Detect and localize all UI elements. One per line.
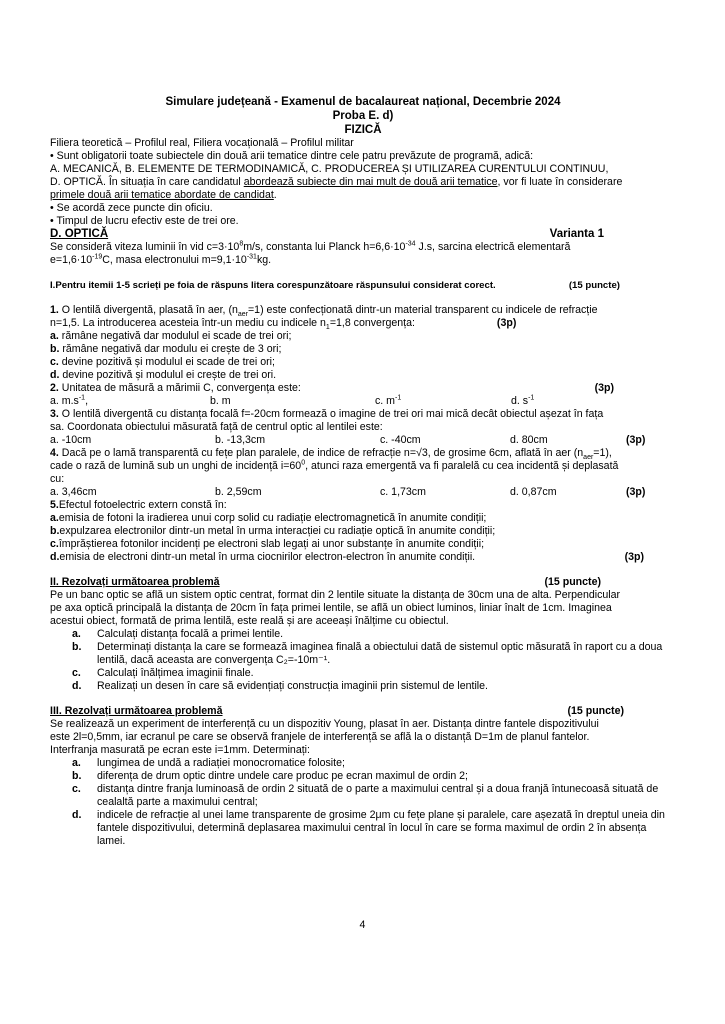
q5-option-c: c.împrăștierea fotonilor incidenți pe electroni slab legați ai unor substanțe în anumite condiții; xyxy=(50,538,485,550)
q4-points: (3p) xyxy=(626,486,646,498)
exam-subject: FIZICĂ xyxy=(344,124,382,136)
part3-title: III. Rezolvați următoarea problemă xyxy=(50,705,223,717)
q2-option-a: a. $m.s^{-1}$, xyxy=(50,394,89,407)
part3-items xyxy=(72,757,676,848)
constants-line-1: Se consideră viteza luminii în vid $c=3\cdot 10^8m/s$, constanta lui Planck $h=6,6\cdot 10^{-34}$ J.s, sarcina electrică elementară xyxy=(50,240,571,253)
filiera-line: Filiera teoretică – Profilul real, Filiera vocațională – Profilul militar xyxy=(50,137,354,149)
q2-option-b: b. m xyxy=(210,395,231,407)
exam-title: Simulare județeană - Examenul de bacalaureat național, Decembrie 2024 xyxy=(165,96,561,108)
q3-line-2: sa. Coordonata obiectului măsurată față de centrul optic al lentilei este: xyxy=(50,421,383,433)
exam-proba: Proba E. d) xyxy=(332,110,394,122)
q5-option-d-row: d.emisia de electroni dintr-un metal în urma ciocnirilor electron-electron în anumite condiții. (3p) xyxy=(50,551,644,563)
part2-points: (15 puncte) xyxy=(544,576,601,588)
q4-options xyxy=(50,486,676,499)
part3-item-c: c. distanța dintre franja luminoasă de ordin 2 situată de o parte a maximului central și a doua franjă întunecoasă situată de cealaltă parte a maximului central; xyxy=(72,783,659,808)
part3-item-a: a. lungimea de undă a radiației monocromatice folosite; xyxy=(72,757,345,769)
q5-stem: 5.Efectul fotoelectric extern constă în: xyxy=(50,499,227,511)
q2-option-d: d. $s^{-1}$ xyxy=(511,394,535,407)
q1-line-2: n=1,5. La introducerea acesteia într-un mediu cu indicele $n_1=1,8$ convergența: (3p) xyxy=(50,317,517,332)
q1-line-1: 1. O lentilă divergentă, plasată în aer, $(n_{aer}=1)$ este confecționată dintr-un material transparent cu indicele de refracție xyxy=(50,304,598,319)
part2-item-b: b. Determinați distanța la care se formează imaginea finală a obiectului dată de sistemul optic măsurată în raport cu a doua lentilă, dacă aceasta are convergența C₂=-10m⁻¹. xyxy=(72,641,663,666)
q3-option-b: b. -13,3cm xyxy=(215,434,266,446)
q2-option-c: c. $m^{-1}$ xyxy=(375,394,402,407)
part3-text-2: este 2l=0,5mm, iar ecranul pe care se observă franjele de interferență se află la o distanță D=1m de planul fantelor. xyxy=(50,731,590,743)
variant-label: Varianta 1 xyxy=(549,228,604,240)
constants-line-2: $e=1,6\cdot 10^{-19}C$, masa electronului $m=9,1\cdot 10^{-31}kg$. xyxy=(50,253,272,266)
part2-items xyxy=(72,628,676,693)
q1-option-a: a. rămâne negativă dar modulul ei scade de trei ori; xyxy=(50,330,292,342)
q3-option-a: a. -10cm xyxy=(50,434,92,446)
q1-option-b: b. rămâne negativă dar modulu ei crește de 3 ori; xyxy=(50,343,282,355)
q5-option-b: b.expulzarea electronilor dintr-un metal în urma interacției cu radiație optică în anumite condiții; xyxy=(50,525,496,537)
q4-option-a: a. 3,46cm xyxy=(50,486,97,498)
part1-points: (15 puncte) xyxy=(568,280,620,291)
exam-page xyxy=(50,95,676,848)
section-name: D. OPTICĂ xyxy=(50,228,109,240)
part3-item-d: d. indicele de refracție al unei lame transparente de grosime 2μm cu fețe plane și paralele, care așezată în dreptul uneia din fantele dispozitivului, determină deplasarea maximului central în locul în care se forma maximul de ordin 2 în absența lamei. xyxy=(72,809,665,847)
instructions-bullet-1a: • Sunt obligatorii toate subiectele din două arii tematice dintre cele patru prevăzute de programă, adică: xyxy=(50,150,534,162)
instructions-bullet-3: • Timpul de lucru efectiv este de trei ore. xyxy=(50,215,239,227)
q1-option-c: c. devine pozitivă și modulul ei scade de trei ori; xyxy=(50,356,275,368)
q3-option-d: d. 80cm xyxy=(510,434,548,446)
part2-text-2: pe axa optică principală la distanța de 20cm în fața primei lentile, se află un obiect luminos, liniar înalt de 1cm. Imaginea xyxy=(50,602,612,614)
q2-options xyxy=(50,395,676,408)
part3-text-1: Se realizează un experiment de interferență cu un dispozitiv Young, plasat în aer. Distanța dintre fantele dispozitivului xyxy=(50,718,599,730)
part1-instruction: I.Pentru itemii 1-5 scrieți pe foia de răspuns litera corespunzătoare răspunsului considerat corect. xyxy=(50,280,496,291)
part3-points: (15 puncte) xyxy=(567,705,624,717)
page-number: 4 xyxy=(359,919,366,931)
part2-item-d: d. Realizați un desen în care să evidențiați construcția imaginii prin sistemul de lentile. xyxy=(72,680,488,692)
part3-header xyxy=(50,705,676,718)
part1-header xyxy=(50,279,676,292)
part2-title: II. Rezolvați următoarea problemă xyxy=(50,576,220,588)
part2-item-c: c. Calculați înălțimea imaginii finale. xyxy=(72,667,254,679)
q3-points: (3p) xyxy=(626,434,646,446)
part2-item-a: a. Calculați distanța focală a primei lentile. xyxy=(72,628,284,640)
section-header xyxy=(50,228,676,241)
q4-option-c: c. 1,73cm xyxy=(380,486,426,498)
q2-stem: 2. Unitatea de măsură a mărimii C, convergența este: (3p) xyxy=(50,382,614,394)
q4-option-d: d. 0,87cm xyxy=(510,486,557,498)
q3-option-c: c. -40cm xyxy=(380,434,421,446)
instructions-bullet-2: • Se acordă zece puncte din oficiu. xyxy=(50,202,213,214)
instructions-bullet-1b: A. MECANICĂ, B. ELEMENTE DE TERMODINAMICĂ, C. PRODUCEREA ȘI UTILIZAREA CURENTULUI CONTINUU, xyxy=(50,163,609,175)
q3-options xyxy=(50,434,676,447)
q3-line-1: 3. O lentilă divergentă cu distanța focală f=-20cm formează o imagine de trei ori mai mică decât obiectul așezat în fața xyxy=(50,408,604,420)
instructions-bullet-1c: D. OPTICĂ. În situația în care candidatul abordează subiecte din mai mult de două arii tematice, vor fi luate în considerare xyxy=(50,176,623,188)
part3-item-b: b. diferența de drum optic dintre undele care produc pe ecran maximul de ordin 2; xyxy=(72,770,468,782)
q4-line-2: cade o rază de lumină sub un unghi de incidență $i=60^0$, atunci raza emergentă va fi paralelă cu cea incidentă și deplasată xyxy=(50,459,619,472)
part3-text-3: Interfranja masurată pe ecran este i=1mm. Determinați: xyxy=(50,744,310,756)
q4-option-b: b. 2,59cm xyxy=(215,486,262,498)
part2-text-3: acestui obiect, formată de prima lentilă, este reală și are aceeași înălțime cu obiectul. xyxy=(50,615,449,627)
q4-line-3: cu: xyxy=(50,473,65,485)
q5-option-d: d.emisia de electroni dintr-un metal în urma ciocnirilor electron-electron în anumite condiții. xyxy=(50,551,476,563)
q4-line-1: 4. Dacă pe o lamă transparentă cu fețe plan paralele, de indice de refracție n=√3, de grosime 6cm, aflată în aer $(n_{aer}=1)$, xyxy=(50,447,612,462)
part2-text-1: Pe un banc optic se află un sistem optic centrat, format din 2 lentile situate la distanța de 30cm una de alta. Perpendicular xyxy=(50,589,621,601)
q1-option-d: d. devine pozitivă și modulul ei crește de trei ori. xyxy=(50,369,277,381)
part2-header xyxy=(50,576,676,589)
q5-option-a: a.emisia de fotoni la iradierea unui corp solid cu radiație electromagnetică în anumite condiții; xyxy=(50,512,487,524)
instructions-bullet-1d: primele două arii tematice abordate de candidat. xyxy=(50,189,277,201)
